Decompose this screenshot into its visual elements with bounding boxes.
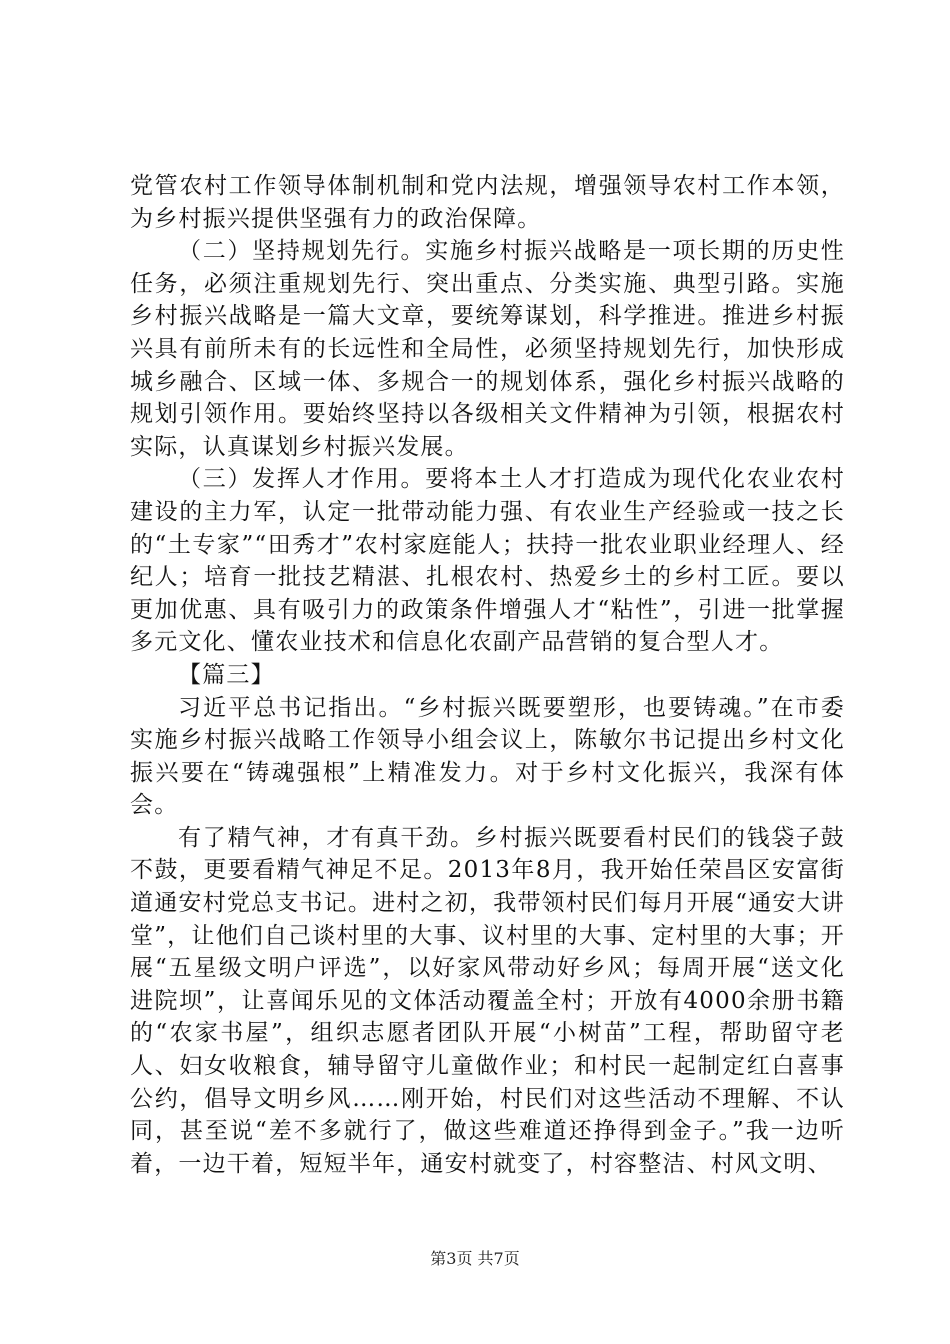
section-heading: 【篇三】 bbox=[178, 661, 275, 688]
paragraph-2: （二）坚持规划先行。实施乡村振兴战略是一项长期的历史性任务，必须注重规划先行、突出重点、分类实施、典型引路。实施乡村振兴战略是一篇大文章，要统筹谋划，科学推进。推进乡村振兴具有前所未有的长远性和全局性，必须坚持规划先行，加快形成城乡融合、区域一体、多规合一的规划体系，强化乡村振兴战略的规划引领作用。要始终坚持以各级相关文件精神为引领，根据农村实际，认真谋划乡村振兴发展。 bbox=[130, 238, 845, 460]
paragraph-1: 党管农村工作领导体制机制和党内法规，增强领导农村工作本领，为乡村振兴提供坚强有力的政治保障。 bbox=[130, 173, 845, 232]
paragraph-4: 习近平总书记指出。“乡村振兴既要塑形，也要铸魂。”在市委实施乡村振兴战略工作领导小组会议上，陈敏尔书记提出乡村文化振兴要在“铸魂强根”上精准发力。对于乡村文化振兴，我深有体会。 bbox=[130, 694, 845, 819]
paragraph-3: （三）发挥人才作用。要将本土人才打造成为现代化农业农村建设的主力军，认定一批带动能力强、有农业生产经验或一技之长的“土专家”“田秀才”农村家庭能人；扶持一批农业职业经理人、经纪人；培育一批技艺精湛、扎根农村、热爱乡土的乡村工匠。要以更加优惠、具有吸引力的政策条件增强人才“粘性”，引进一批掌握多元文化、懂农业技术和信息化农副产品营销的复合型人才。 bbox=[130, 466, 845, 656]
page-footer: 第3页 共7页 bbox=[430, 1249, 520, 1268]
paragraph-5: 有了精气神，才有真干劲。乡村振兴既要看村民们的钱袋子鼓不鼓，更要看精气神足不足。2013年8月，我开始任荣昌区安富街道通安村党总支书记。进村之初，我带领村民们每月开展“通安大讲堂”，让他们自己谈村里的大事、议村里的大事、定村里的大事；开展“五星级文明户评选”，以好家风带动好乡风；每周开展“送文化进院坝”，让喜闻乐见的文体活动覆盖全村；开放有4000余册书籍的“农家书屋”，组织志愿者团队开展“小树苗”工程，帮助留守老人、妇女收粮食，辅导留守儿童做作业；和村民一起制定红白喜事公约，倡导文明乡风……刚开始，村民们对这些活动不理解、不认同，甚至说“差不多就行了，做这些难道还挣得到金子。”我一边听着，一边干着，短短半年，通安村就变了，村容整洁、村风文明、 bbox=[130, 824, 845, 1177]
document-body bbox=[130, 170, 845, 1180]
